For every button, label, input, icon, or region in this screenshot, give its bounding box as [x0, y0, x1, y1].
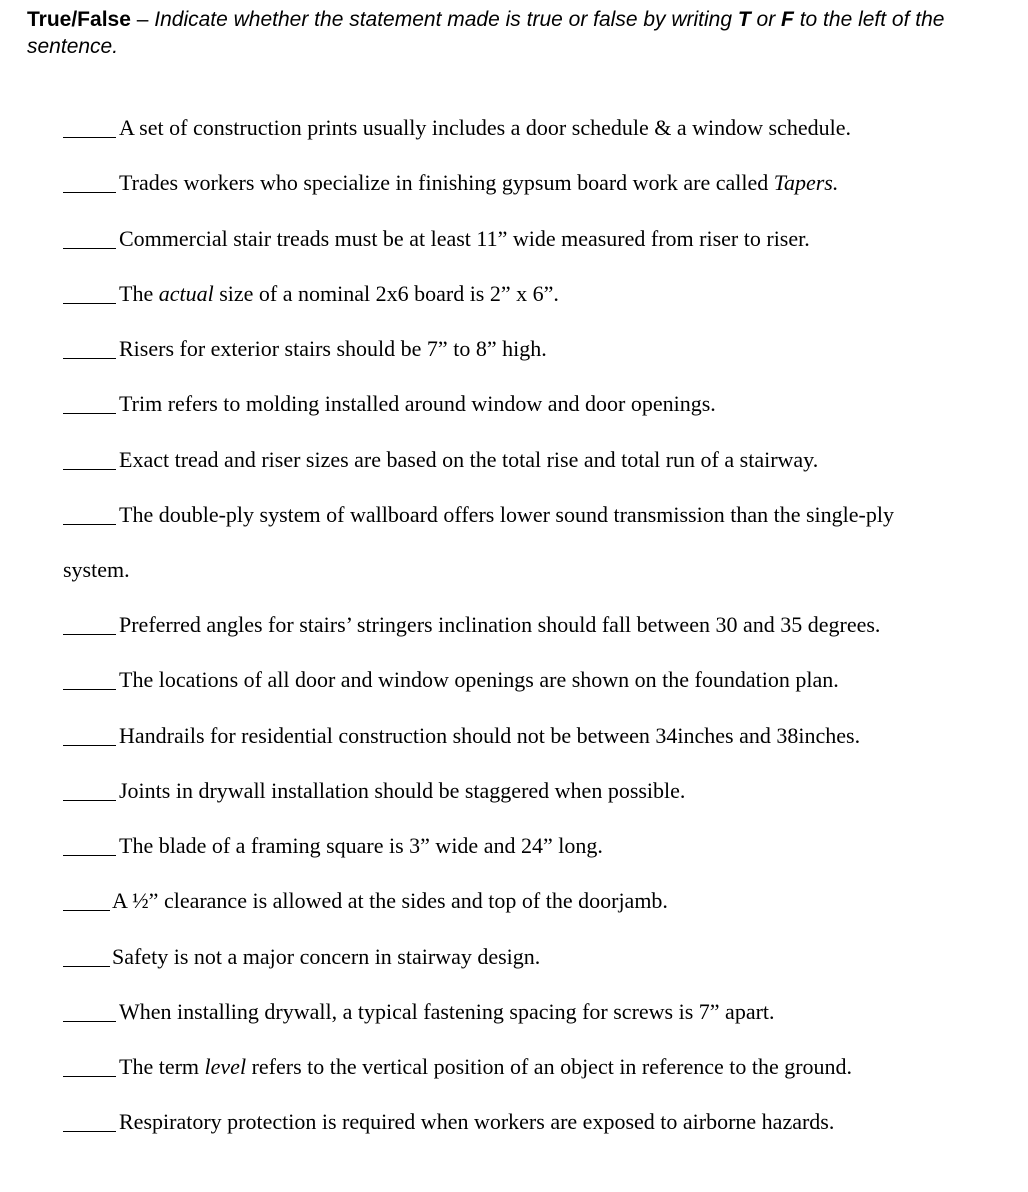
answer-blank-15[interactable] [63, 966, 110, 967]
answer-blank-13[interactable] [63, 855, 116, 856]
question-2 [63, 169, 838, 197]
question-text: The double-ply system of wallboard offers lower sound transmission than the single-ply [119, 502, 894, 527]
answer-blank-10[interactable] [63, 689, 116, 690]
question-10 [63, 666, 839, 694]
answer-blank-9[interactable] [63, 634, 116, 635]
false-letter: F [781, 8, 794, 31]
question-12 [63, 777, 685, 805]
question-text: Commercial stair treads must be at least 11” wide measured from riser to riser. [119, 226, 810, 251]
question-text: Trades workers who specialize in finishing gypsum board work are called [119, 170, 774, 195]
section-title: True/False [27, 8, 131, 31]
answer-blank-7[interactable] [63, 469, 116, 470]
answer-blank-3[interactable] [63, 248, 116, 249]
question-text: A set of construction prints usually includes a door schedule & a window schedule. [119, 115, 851, 140]
question-text: The locations of all door and window openings are shown on the foundation plan. [119, 667, 839, 692]
question-1 [63, 114, 851, 142]
question-4 [63, 280, 559, 308]
question-text: The [119, 281, 159, 306]
question-14 [63, 887, 668, 915]
answer-blank-2[interactable] [63, 192, 116, 193]
answer-blank-14[interactable] [63, 910, 110, 911]
question-15 [63, 943, 540, 971]
question-text: Respiratory protection is required when workers are exposed to airborne hazards. [119, 1109, 835, 1134]
question-18 [63, 1108, 834, 1136]
answer-blank-1[interactable] [63, 137, 116, 138]
answer-blank-11[interactable] [63, 745, 116, 746]
answer-blank-12[interactable] [63, 800, 116, 801]
question-emphasis: actual [158, 281, 214, 306]
question-3 [63, 225, 810, 253]
question-9 [63, 611, 880, 639]
question-5 [63, 335, 547, 363]
question-text: Trim refers to molding installed around window and door openings. [119, 391, 716, 416]
answer-blank-17[interactable] [63, 1076, 116, 1077]
answer-blank-18[interactable] [63, 1131, 116, 1132]
answer-blank-6[interactable] [63, 413, 116, 414]
question-text: Preferred angles for stairs’ stringers inclination should fall between 30 and 35 degrees. [119, 612, 881, 637]
question-text: When installing drywall, a typical fastening spacing for screws is 7” apart. [119, 999, 775, 1024]
question-11 [63, 722, 860, 750]
dash: – [130, 8, 155, 31]
question-text-after: refers to the vertical position of an object in reference to the ground. [246, 1054, 853, 1079]
question-6 [63, 390, 716, 418]
question-emphasis: level [204, 1054, 247, 1079]
answer-blank-4[interactable] [63, 303, 116, 304]
answer-blank-16[interactable] [63, 1021, 116, 1022]
true-letter: T [737, 8, 751, 31]
question-8-continuation: system. [63, 557, 130, 582]
question-text: Safety is not a major concern in stairway design. [112, 944, 541, 969]
question-text: A ½” clearance is allowed at the sides and top of the doorjamb. [112, 888, 668, 913]
question-text: Exact tread and riser sizes are based on the total rise and total run of a stairway. [119, 447, 819, 472]
answer-blank-5[interactable] [63, 358, 116, 359]
answer-blank-8[interactable] [63, 524, 116, 525]
question-text: Joints in drywall installation should be staggered when possible. [119, 778, 686, 803]
question-emphasis: Tapers. [773, 170, 839, 195]
question-text: Handrails for residential construction should not be between 34inches and 38inches. [119, 723, 861, 748]
question-text: The term [119, 1054, 205, 1079]
question-7 [63, 446, 818, 474]
question-17 [63, 1053, 852, 1081]
question-8 [63, 501, 894, 529]
question-text-after: size of a nominal 2x6 board is 2” x 6”. [213, 281, 559, 306]
question-16 [63, 998, 775, 1026]
instructions-text: Indicate whether the statement made is true or false by writing T or F to the left of the sentence. [27, 8, 945, 58]
question-13 [63, 832, 603, 860]
question-text: Risers for exterior stairs should be 7” to 8” high. [119, 336, 547, 361]
question-text: The blade of a framing square is 3” wide and 24” long. [119, 833, 603, 858]
